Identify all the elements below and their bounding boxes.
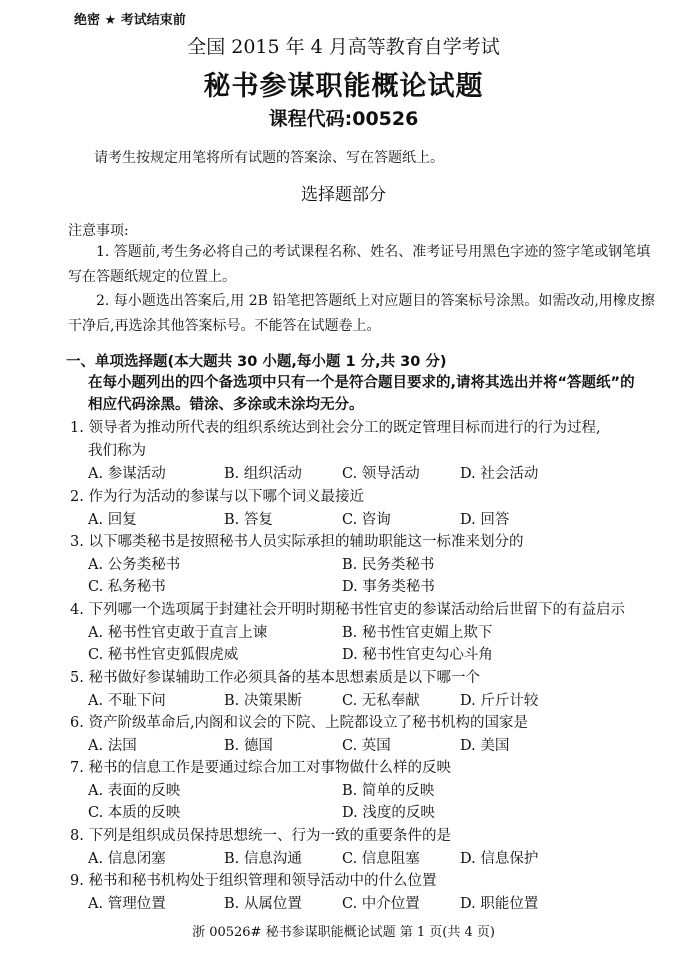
option-d: D. 浅度的反映	[342, 805, 435, 821]
option-b: B. 决策果断	[224, 693, 302, 709]
option-a: A. 管理位置	[88, 896, 166, 912]
question-stem: 5. 秘书做好参谋辅助工作必须具备的基本思想素质是以下哪一个	[70, 670, 480, 686]
exam-line: 全国 2015 年 4 月高等教育自学考试	[187, 36, 500, 58]
secret-mark: 绝密 ★ 考试结束前	[74, 13, 186, 28]
question-stem: 2. 作为行为活动的参谋与以下哪个词义最接近	[70, 489, 364, 505]
option-d: D. 回答	[460, 512, 510, 528]
option-c: C. 本质的反映	[88, 805, 181, 821]
question-stem: 8. 下列是组织成员保持思想统一、行为一致的重要条件的是	[70, 828, 451, 844]
option-c: C. 秘书性官吏狐假虎威	[88, 647, 239, 663]
option-b: B. 信息沟通	[224, 851, 302, 867]
page-footer: 浙 00526# 秘书参谋职能概论试题 第 1 页(共 4 页)	[192, 925, 495, 940]
option-d: D. 美国	[460, 738, 510, 754]
option-c: C. 英国	[342, 738, 391, 754]
question-stem: 1. 领导者为推动所代表的组织系统达到社会分工的既定管理目标而进行的行为过程,	[70, 420, 601, 436]
option-d: D. 社会活动	[460, 466, 539, 482]
option-d: D. 职能位置	[460, 896, 539, 912]
option-a: A. 参谋活动	[88, 466, 166, 482]
option-a: A. 公务类秘书	[88, 557, 181, 573]
option-a: A. 信息闭塞	[88, 851, 166, 867]
option-d: D. 斤斤计较	[460, 693, 539, 709]
option-b: B. 民务类秘书	[342, 557, 435, 573]
option-d: D. 信息保护	[460, 851, 539, 867]
option-b: B. 从属位置	[224, 896, 302, 912]
part-description: 在每小题列出的四个备选项中只有一个是符合题目要求的,请将其选出并将“答题纸”的相应代码涂黑。错涂、多涂或未涂均无分。	[88, 375, 635, 413]
page-title: 秘书参谋职能概论试题	[203, 71, 484, 102]
option-c: C. 私务秘书	[88, 579, 166, 595]
option-c: C. 信息阻塞	[342, 851, 420, 867]
option-a: A. 回复	[88, 512, 137, 528]
question-stem: 7. 秘书的信息工作是要通过综合加工对事物做什么样的反映	[70, 760, 451, 776]
option-a: A. 法国	[88, 738, 137, 754]
note-item: 2. 每小题选出答案后,用 2B 铅笔把答题纸上对应题目的答案标号涂黑。如需改动,用橡皮擦干净后,再选涂其他答案标号。不能答在试题卷上。	[68, 293, 655, 334]
option-d: D. 秘书性官吏勾心斗角	[342, 647, 493, 663]
option-a: A. 不耻下问	[88, 693, 166, 709]
part-heading: 一、单项选择题(本大题共 30 小题,每小题 1 分,共 30 分)	[66, 354, 447, 370]
question-stem: 3. 以下哪类秘书是按照秘书人员实际承担的辅助职能这一标准来划分的	[70, 534, 524, 550]
question-stem: 9. 秘书和秘书机构处于组织管理和领导活动中的什么位置	[70, 873, 437, 889]
option-b: B. 秘书性官吏媚上欺下	[342, 625, 493, 641]
option-c: C. 无私奉献	[342, 693, 420, 709]
note-item: 1. 答题前,考生务必将自己的考试课程名称、姓名、准考证号用黑色字迹的签字笔或钢笔填写在答题纸规定的位置上。	[68, 244, 651, 285]
question-stem-cont: 我们称为	[88, 443, 146, 459]
notes-label: 注意事项:	[68, 223, 129, 239]
section-title: 选择题部分	[301, 185, 386, 205]
question-stem: 6. 资产阶级革命后,内阁和议会的下院、上院都设立了秘书机构的国家是	[70, 715, 529, 731]
option-b: B. 组织活动	[224, 466, 302, 482]
option-b: B. 答复	[224, 512, 273, 528]
option-d: D. 事务类秘书	[342, 579, 435, 595]
option-b: B. 简单的反映	[342, 783, 435, 799]
course-code: 课程代码:00526	[268, 108, 419, 130]
instruction: 请考生按规定用笔将所有试题的答案涂、写在答题纸上。	[94, 150, 444, 166]
option-c: C. 中介位置	[342, 896, 420, 912]
option-c: C. 领导活动	[342, 466, 420, 482]
option-a: A. 表面的反映	[88, 783, 181, 799]
option-b: B. 德国	[224, 738, 273, 754]
option-c: C. 咨询	[342, 512, 391, 528]
option-a: A. 秘书性官吏敢于直言上谏	[88, 625, 268, 641]
question-stem: 4. 下列哪一个选项属于封建社会开明时期秘书性官吏的参谋活动给后世留下的有益启示	[70, 602, 625, 618]
